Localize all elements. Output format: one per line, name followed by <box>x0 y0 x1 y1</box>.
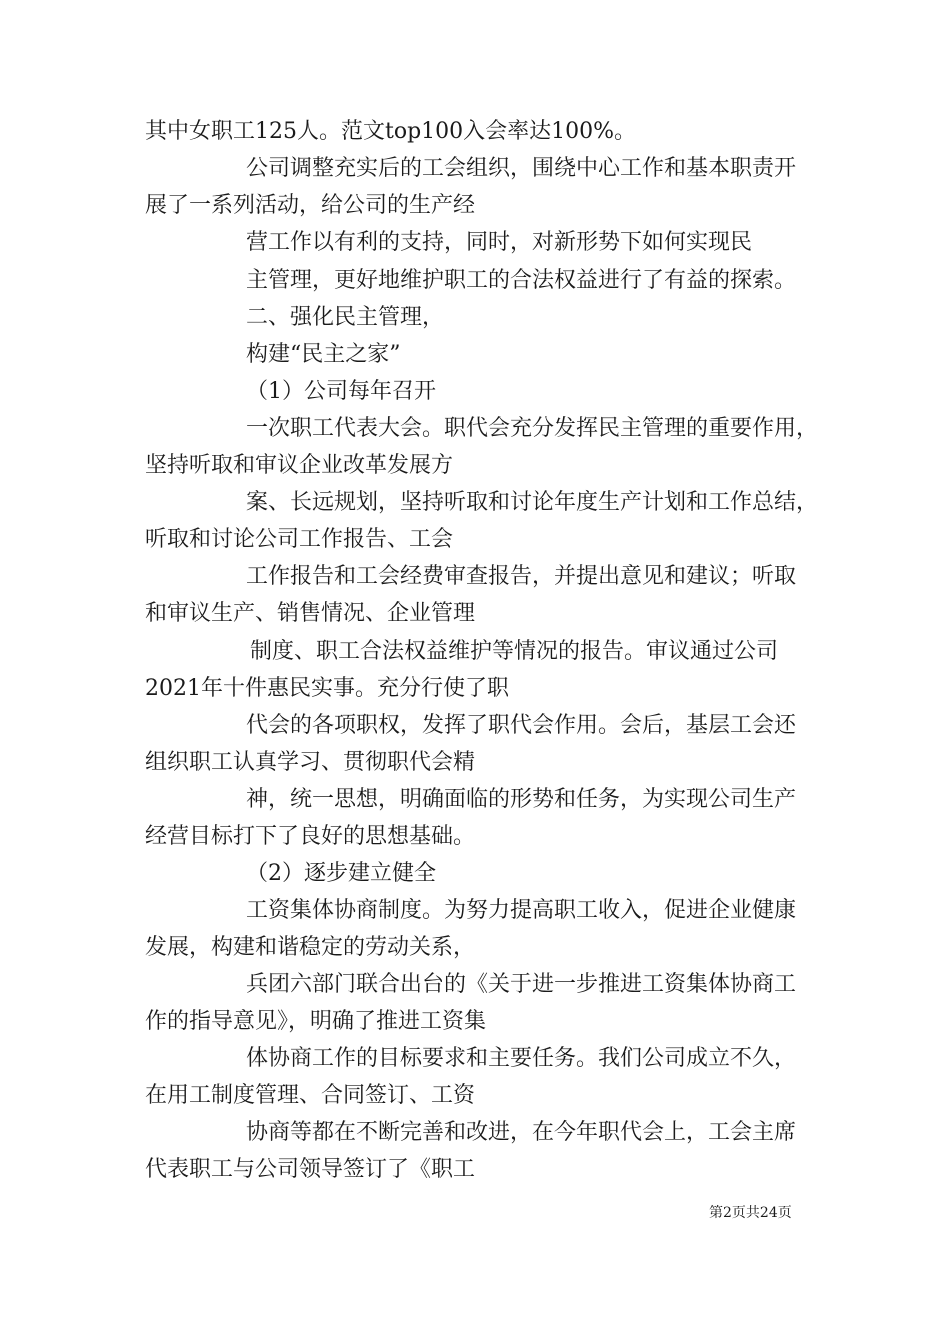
text-line: 公司调整充实后的工会组织，围绕中心工作和基本职责开 <box>246 156 797 181</box>
text-line: 和审议生产、销售情况、企业管理 <box>145 601 476 626</box>
subsection-heading: （1）公司每年召开 <box>246 379 436 404</box>
text-line: 案、长远规划，坚持听取和讨论年度生产计划和工作总结， <box>246 490 819 515</box>
page-number-footer: 第2页共24页 <box>709 1205 792 1221</box>
text-line: 协商等都在不断完善和改进，在今年职代会上，工会主席 <box>246 1120 797 1145</box>
text-line: 工作报告和工会经费审查报告，并提出意见和建议；听取 <box>246 564 797 589</box>
text-line: 一次职工代表大会。职代会充分发挥民主管理的重要作用， <box>246 416 819 441</box>
text-line: 坚持听取和审议企业改革发展方 <box>145 453 454 478</box>
text-line: 2021年十件惠民实事。充分行使了职 <box>145 676 509 701</box>
subsection-heading: （2）逐步建立健全 <box>246 861 436 886</box>
section-heading: 二、强化民主管理， <box>246 305 445 330</box>
text-line: 制度、职工合法权益维护等情况的报告。审议通过公司 <box>250 639 779 664</box>
text-line: 经营目标打下了良好的思想基础。 <box>145 824 476 849</box>
text-line: 体协商工作的目标要求和主要任务。我们公司成立不久， <box>246 1046 797 1071</box>
text-line: 发展，构建和谐稳定的劳动关系， <box>145 935 476 960</box>
text-line: 代会的各项职权，发挥了职代会作用。会后，基层工会还 <box>246 713 797 738</box>
text-line: 工资集体协商制度。为努力提高职工收入，促进企业健康 <box>246 898 797 923</box>
text-line: 兵团六部门联合出台的《关于进一步推进工资集体协商工 <box>246 972 797 997</box>
text-line: 在用工制度管理、合同签订、工资 <box>145 1083 476 1108</box>
text-line: 主管理，更好地维护职工的合法权益进行了有益的探索。 <box>246 268 797 293</box>
text-line: 构建“民主之家” <box>246 342 401 367</box>
text-line: 营工作以有利的支持，同时，对新形势下如何实现民 <box>246 230 753 255</box>
text-line: 其中女职工125人。范文top100入会率达100%。 <box>145 119 637 144</box>
text-line: 作的指导意见》，明确了推进工资集 <box>145 1009 487 1034</box>
text-line: 神，统一思想，明确面临的形势和任务，为实现公司生产 <box>246 787 797 812</box>
text-line: 组织职工认真学习、贯彻职代会精 <box>145 750 476 775</box>
text-line: 代表职工与公司领导签订了《职工 <box>145 1157 476 1182</box>
text-line: 展了一系列活动，给公司的生产经 <box>145 193 476 218</box>
text-line: 听取和讨论公司工作报告、工会 <box>145 527 454 552</box>
